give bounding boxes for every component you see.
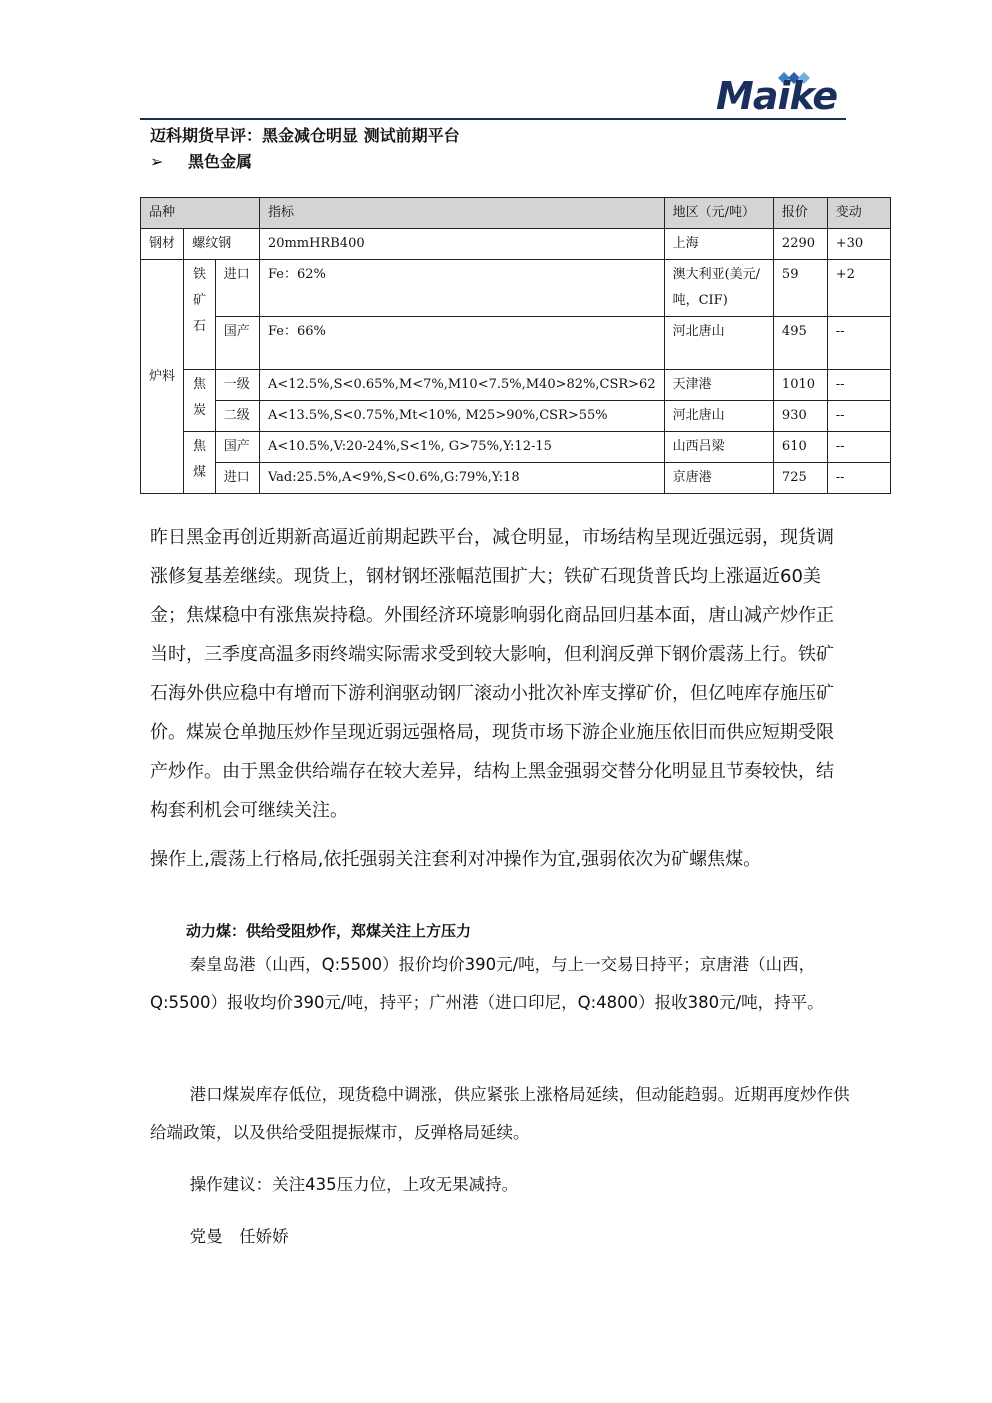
- maike-logo: [712, 68, 848, 120]
- cell-indicator: A<10.5%,V:20-24%,S<1%, G>75%,Y:12-15: [259, 432, 664, 463]
- cell-indicator: A<12.5%,S<0.65%,M<7%,M10<7.5%,M40>82%,CSR>62: [259, 370, 664, 401]
- header-change: 变动: [827, 198, 890, 229]
- section-title: 黑色金属: [188, 152, 253, 171]
- cell-origin: 国产: [215, 317, 259, 370]
- market-commentary-paragraph: 昨日黑金再创近期新高逼近前期起跌平台，减仓明显，市场结构呈现近强远弱，现货调涨修复基差继续。现货上，钢材钢坯涨幅范围扩大；铁矿石现货普氏均上涨逼近60美金；焦煤稳中有涨焦炭持稳。外围经济环境影响弱化商品回归基本面，唐山减产炒作正当时，三季度高温多雨终端实际需求受到较大影响，但利润反弹下钢价震荡上行。铁矿石海外供应稳中有增而下游利润驱动钢厂滚动小批次补库支撑矿价，但亿吨库存施压矿价。煤炭仓单抛压炒作呈现近弱远强格局，现货市场下游企业施压依旧而供应短期受限产炒作。由于黑金供给端存在较大差异，结构上黑金强弱交替分化明显且节奏较快，结构套利机会可继续关注。: [150, 527, 834, 821]
- cell-change: +30: [827, 229, 890, 260]
- cell-region: 天津港: [664, 370, 773, 401]
- coal-price-paragraph: 秦皇岛港（山西，Q:5500）报价均价390元/吨，与上一交易日持平；京唐港（山西，Q:5500）报收均价390元/吨，持平；广州港（进口印尼，Q:4800）报收380元/吨，持平。: [150, 955, 824, 1012]
- cell-price: 495: [773, 317, 827, 370]
- cell-iron-ore-label: 铁矿石: [184, 260, 215, 370]
- cell-category: 钢材: [141, 229, 184, 260]
- cell-price: 930: [773, 401, 827, 432]
- cell-origin: 国产: [215, 432, 259, 463]
- cell-price: 2290: [773, 229, 827, 260]
- coal-advice-paragraph: 操作建议：关注435压力位，上攻无果减持。: [189, 1175, 519, 1194]
- cell-name: 螺纹钢: [184, 229, 260, 260]
- cell-indicator: Fe：62%: [259, 260, 664, 317]
- doc-title: 迈科期货早评：黑金减仓明显 测试前期平台: [150, 126, 460, 145]
- cell-change: --: [827, 432, 890, 463]
- cell-indicator: A<13.5%,S<0.75%,Mt<10%, M25>90%,CSR>55%: [259, 401, 664, 432]
- table-header-row: [141, 198, 891, 229]
- cell-region: 京唐港: [664, 463, 773, 494]
- header-indicator: 指标: [259, 198, 664, 229]
- cell-change: --: [827, 317, 890, 370]
- cell-price: 59: [773, 260, 827, 317]
- operation-advice-paragraph: 操作上,震荡上行格局,依托强弱关注套利对冲操作为宜,强弱依次为矿螺焦煤。: [150, 849, 762, 870]
- authors: 党曼 任娇娇: [189, 1227, 289, 1246]
- cell-indicator: Vad:25.5%,A<9%,S<0.6%,G:79%,Y:18: [259, 463, 664, 494]
- cell-change: +2: [827, 260, 890, 317]
- cell-coking-coal-label: 焦煤: [184, 432, 215, 494]
- cell-change: --: [827, 463, 890, 494]
- table-row: [141, 432, 891, 463]
- cell-price: 610: [773, 432, 827, 463]
- cell-coke-label: 焦炭: [184, 370, 215, 432]
- section-heading: [150, 149, 252, 172]
- header-variety: 品种: [141, 198, 260, 229]
- cell-indicator: Fe：66%: [259, 317, 664, 370]
- logo-wordmark: Maike: [716, 74, 838, 118]
- table-row: [141, 260, 891, 317]
- cell-region: 澳大利亚(美元/吨，CIF): [664, 260, 773, 317]
- cell-grade: 一级: [215, 370, 259, 401]
- table-row: [141, 370, 891, 401]
- thermal-coal-heading: 动力煤：供给受阻炒作，郑煤关注上方压力: [186, 922, 472, 940]
- header-region: 地区（元/吨）: [664, 198, 773, 229]
- table-row: [141, 229, 891, 260]
- cell-change: --: [827, 370, 890, 401]
- cell-origin: 进口: [215, 260, 259, 317]
- cell-region: 上海: [664, 229, 773, 260]
- coal-inventory-paragraph: 港口煤炭库存低位，现货稳中调涨，供应紧张上涨格局延续，但动能趋弱。近期再度炒作供给端政策，以及供给受阻提振煤市，反弹格局延续。: [150, 1085, 850, 1142]
- cell-indicator: 20mmHRB400: [259, 229, 664, 260]
- header-price: 报价: [773, 198, 827, 229]
- table-row: [141, 401, 891, 432]
- cell-change: --: [827, 401, 890, 432]
- cell-furnace-category: 炉料: [141, 260, 184, 494]
- cell-origin: 进口: [215, 463, 259, 494]
- price-table: [140, 197, 891, 494]
- table-row: [141, 463, 891, 494]
- cell-region: 山西吕梁: [664, 432, 773, 463]
- cell-region: 河北唐山: [664, 317, 773, 370]
- cell-region: 河北唐山: [664, 401, 773, 432]
- cell-price: 725: [773, 463, 827, 494]
- table-row: [141, 317, 891, 370]
- cell-grade: 二级: [215, 401, 259, 432]
- header-rule: [140, 118, 846, 120]
- cell-price: 1010: [773, 370, 827, 401]
- arrow-bullet-icon: ➢: [150, 152, 164, 171]
